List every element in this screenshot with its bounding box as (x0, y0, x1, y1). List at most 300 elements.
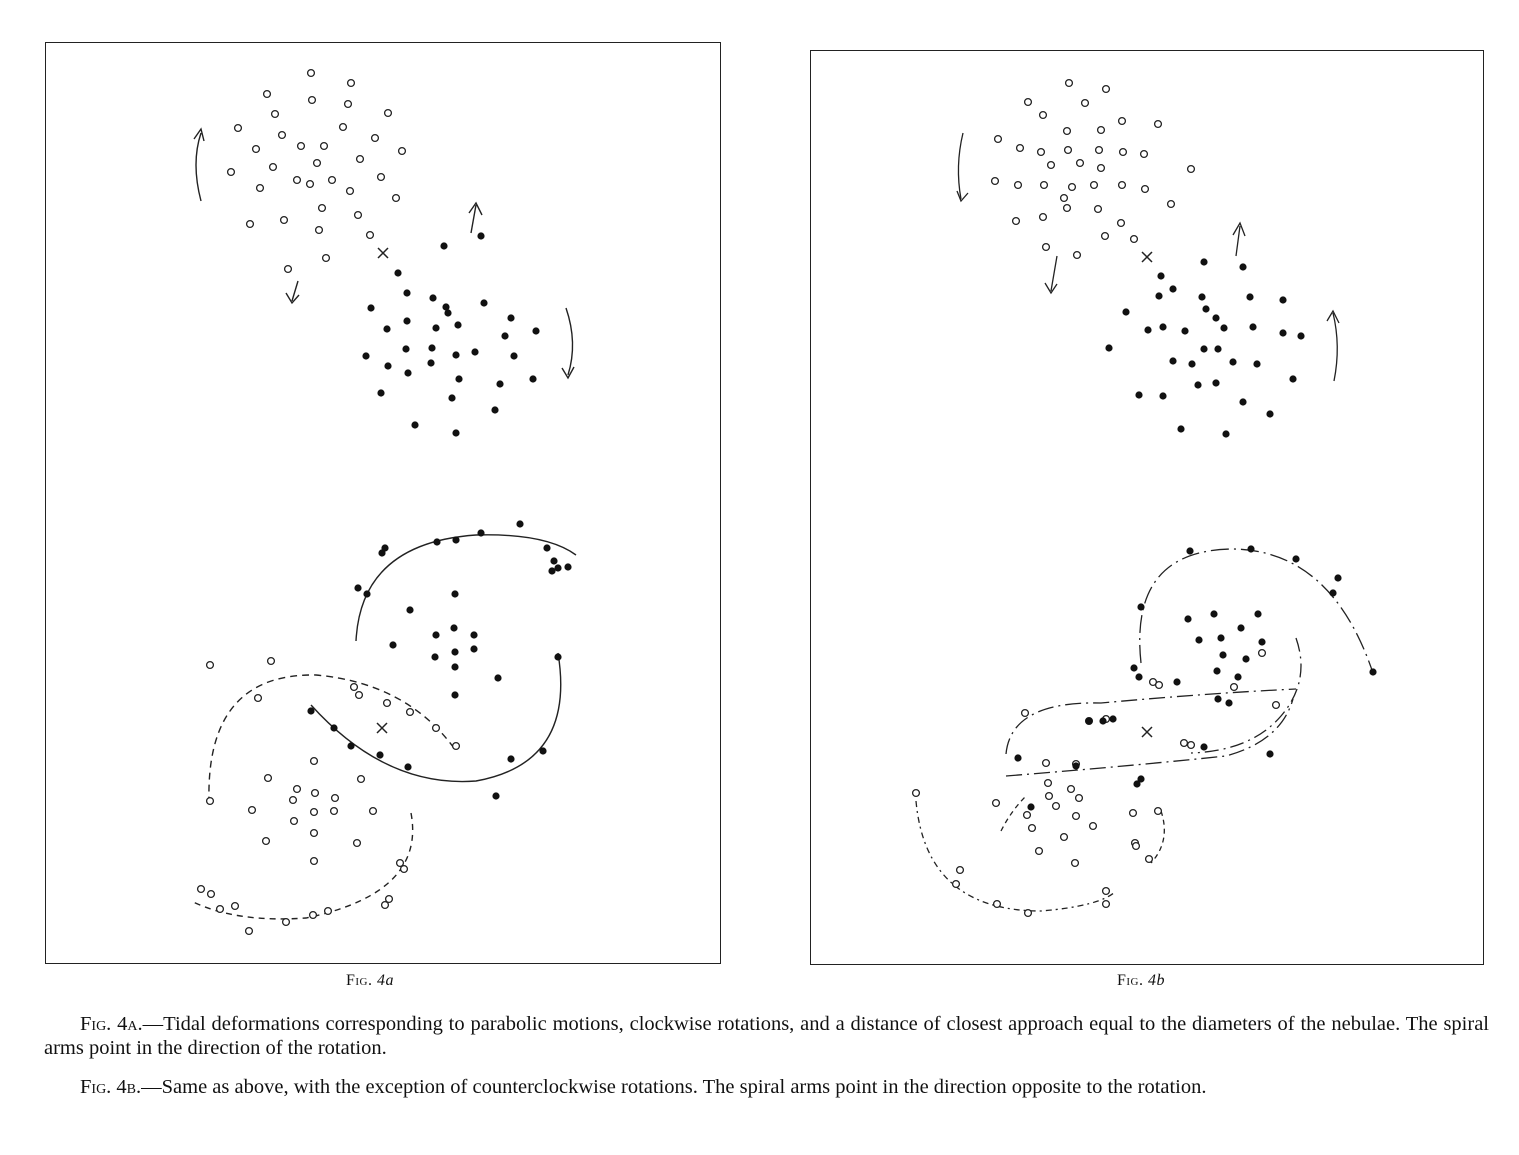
filled-star-mark (470, 631, 477, 638)
filled-star-mark (451, 648, 458, 655)
open-star-mark (1013, 218, 1020, 225)
filled-star-mark (1217, 634, 1224, 641)
filled-star-mark (480, 299, 487, 306)
open-star-mark (247, 221, 254, 228)
open-star-mark (323, 255, 330, 262)
filled-star-mark (431, 653, 438, 660)
open-star-mark (228, 169, 235, 176)
filled-star-mark (532, 327, 539, 334)
open-star-mark (1046, 793, 1053, 800)
open-star-mark (367, 232, 374, 239)
filled-star-mark (1027, 803, 1034, 810)
open-star-mark (370, 808, 377, 815)
caption-prefix: Fig. 4b. (80, 1076, 142, 1098)
open-star-mark (249, 807, 256, 814)
open-star-mark (1259, 650, 1266, 657)
open-star-mark (310, 912, 317, 919)
open-star-mark (1072, 860, 1079, 867)
filled-star-mark (548, 567, 555, 574)
figure-4a-diagram (46, 43, 722, 965)
filled-star-mark (1159, 323, 1166, 330)
filled-star-mark (1188, 360, 1195, 367)
open-star-mark (384, 700, 391, 707)
open-star-mark (1041, 182, 1048, 189)
open-star-mark (1133, 843, 1140, 850)
filled-star-mark (347, 742, 354, 749)
center-crosses (1142, 252, 1152, 737)
open-star-mark (1036, 848, 1043, 855)
filled-star-mark (363, 590, 370, 597)
open-star-mark (1064, 128, 1071, 135)
open-star-mark (1073, 813, 1080, 820)
open-star-mark (285, 266, 292, 273)
filled-star-mark (448, 394, 455, 401)
filled-star-mark (1137, 603, 1144, 610)
filled-star-mark (452, 351, 459, 358)
filled-star-mark (1155, 292, 1162, 299)
rotation-arrow-left-head (957, 191, 968, 201)
spiral-arm-open-right (1151, 811, 1164, 863)
filled-star-mark (452, 429, 459, 436)
filled-star-mark (1014, 754, 1021, 761)
figure-label-prefix: Fig. (1117, 972, 1144, 989)
open-star-mark (1141, 151, 1148, 158)
open-star-mark (217, 906, 224, 913)
filled-star-mark (1254, 610, 1261, 617)
open-star-mark (994, 901, 1001, 908)
filled-star-mark (1246, 293, 1253, 300)
rotation-arrow-right (566, 308, 573, 375)
open-star-mark (1273, 702, 1280, 709)
motion-arrow-up (1236, 226, 1240, 256)
filled-star-mark (444, 309, 451, 316)
filled-star-mark (564, 563, 571, 570)
filled-star-mark (494, 674, 501, 681)
filled-star-mark (394, 269, 401, 276)
open-star-mark (263, 838, 270, 845)
filled-circle-stars (1014, 258, 1376, 810)
spiral-arm-filled-lower (1191, 638, 1301, 753)
filled-star-mark (477, 529, 484, 536)
open-star-mark (1053, 803, 1060, 810)
open-star-mark (208, 891, 215, 898)
open-star-mark (1095, 206, 1102, 213)
filled-star-mark (1105, 344, 1112, 351)
filled-star-mark (1214, 695, 1221, 702)
filled-star-mark (550, 557, 557, 564)
filled-star-mark (1195, 636, 1202, 643)
open-star-mark (1076, 795, 1083, 802)
open-star-mark (1130, 810, 1137, 817)
filled-star-mark (402, 345, 409, 352)
open-star-mark (1045, 780, 1052, 787)
filled-star-mark (428, 344, 435, 351)
figure-4b-panel (810, 50, 1484, 965)
figure-label-number: 4a (377, 972, 395, 989)
spiral-arm-open-lower (1001, 796, 1026, 831)
open-star-mark (1118, 220, 1125, 227)
filled-circle-stars (307, 232, 571, 799)
filled-star-mark (1213, 667, 1220, 674)
open-star-mark (1102, 233, 1109, 240)
filled-star-mark (492, 792, 499, 799)
filled-star-mark (1169, 357, 1176, 364)
center-crosses (377, 248, 388, 733)
open-star-mark (1103, 901, 1110, 908)
open-star-mark (1048, 162, 1055, 169)
caption-text: —Same as above, with the exception of counterclockwise rotations. The spiral arms point in the direction opposite to the rotation. (141, 1076, 1207, 1098)
filled-star-mark (1220, 324, 1227, 331)
filled-star-mark (427, 359, 434, 366)
open-star-mark (1061, 195, 1068, 202)
filled-star-mark (1135, 673, 1142, 680)
open-star-mark (351, 684, 358, 691)
figure-label-number: 4b (1148, 972, 1166, 989)
filled-star-mark (470, 645, 477, 652)
filled-star-mark (1157, 272, 1164, 279)
open-star-mark (316, 227, 323, 234)
open-star-mark (290, 797, 297, 804)
filled-star-mark (440, 242, 447, 249)
open-star-mark (356, 692, 363, 699)
open-star-mark (1155, 808, 1162, 815)
open-star-mark (1064, 205, 1071, 212)
filled-star-mark (330, 724, 337, 731)
filled-star-mark (432, 324, 439, 331)
open-star-mark (311, 858, 318, 865)
open-star-mark (393, 195, 400, 202)
open-star-mark (270, 164, 277, 171)
center-of-mass-cross (377, 723, 387, 733)
open-star-mark (207, 662, 214, 669)
open-star-mark (1188, 166, 1195, 173)
spiral-arm-open-left (916, 801, 1116, 911)
filled-star-mark (1234, 673, 1241, 680)
filled-star-mark (1186, 547, 1193, 554)
open-star-mark (340, 124, 347, 131)
open-star-mark (1142, 186, 1149, 193)
open-star-mark (255, 695, 262, 702)
open-star-mark (298, 143, 305, 150)
open-star-mark (246, 928, 253, 935)
filled-star-mark (403, 317, 410, 324)
caption-text: —Tidal deformations corresponding to parabolic motions, clockwise rotations, and a distance of closest approach equal to the diameters of the nebulae. The spiral arms point in the direction of the rotation. (44, 1013, 1489, 1059)
filled-star-mark (529, 375, 536, 382)
filled-star-mark (1212, 314, 1219, 321)
open-star-mark (1090, 823, 1097, 830)
open-star-mark (1091, 182, 1098, 189)
filled-star-mark (429, 294, 436, 301)
open-star-mark (957, 867, 964, 874)
filled-star-mark (1279, 329, 1286, 336)
figure-4b-diagram (811, 51, 1485, 966)
filled-star-mark (354, 584, 361, 591)
open-star-mark (264, 91, 271, 98)
open-star-mark (1069, 184, 1076, 191)
filled-star-mark (1219, 651, 1226, 658)
open-star-mark (1181, 740, 1188, 747)
open-star-mark (1025, 910, 1032, 917)
filled-star-mark (404, 369, 411, 376)
open-star-mark (1168, 201, 1175, 208)
open-star-mark (433, 725, 440, 732)
open-star-mark (372, 135, 379, 142)
filled-star-mark (510, 352, 517, 359)
filled-star-mark (1212, 379, 1219, 386)
filled-star-mark (471, 348, 478, 355)
filled-star-mark (1258, 638, 1265, 645)
spiral-arm-filled-lower (311, 653, 561, 782)
filled-star-mark (1266, 410, 1273, 417)
figure-4b-caption (44, 1075, 1489, 1099)
filled-star-mark (1249, 323, 1256, 330)
filled-star-mark (451, 663, 458, 670)
filled-star-mark (1242, 655, 1249, 662)
open-star-mark (1040, 112, 1047, 119)
open-star-mark (319, 205, 326, 212)
open-star-mark (314, 160, 321, 167)
filled-star-mark (1109, 715, 1116, 722)
filled-star-mark (539, 747, 546, 754)
filled-star-mark (1279, 296, 1286, 303)
rotation-arrow-right-head (1327, 311, 1339, 323)
filled-star-mark (433, 538, 440, 545)
filled-star-mark (507, 314, 514, 321)
open-star-mark (1077, 160, 1084, 167)
filled-star-mark (367, 304, 374, 311)
open-circle-stars (913, 80, 1280, 917)
open-star-mark (1156, 682, 1163, 689)
open-star-mark (265, 775, 272, 782)
open-star-mark (321, 143, 328, 150)
filled-star-mark (383, 325, 390, 332)
filled-star-mark (411, 421, 418, 428)
open-star-mark (311, 830, 318, 837)
filled-star-mark (1122, 308, 1129, 315)
open-star-mark (953, 881, 960, 888)
rotation-arrow-right-head (562, 367, 574, 378)
open-star-mark (253, 146, 260, 153)
open-star-mark (357, 156, 364, 163)
open-star-mark (1131, 236, 1138, 243)
open-star-mark (1061, 834, 1068, 841)
figure-4a-label (346, 972, 394, 990)
filled-star-mark (1173, 678, 1180, 685)
rotation-arrow-left (958, 133, 963, 199)
open-star-mark (232, 903, 239, 910)
open-star-mark (309, 97, 316, 104)
rotation-arrow-left (196, 133, 201, 201)
open-star-mark (407, 709, 414, 716)
filled-star-mark (1177, 425, 1184, 432)
open-star-mark (348, 80, 355, 87)
open-star-mark (1119, 118, 1126, 125)
filled-star-mark (1239, 398, 1246, 405)
filled-star-mark (451, 691, 458, 698)
filled-star-mark (1222, 430, 1229, 437)
open-star-mark (325, 908, 332, 915)
filled-star-mark (454, 321, 461, 328)
open-star-mark (1146, 856, 1153, 863)
open-star-mark (1082, 100, 1089, 107)
open-star-mark (1065, 147, 1072, 154)
open-star-mark (1015, 182, 1022, 189)
center-of-mass-cross (378, 248, 388, 258)
open-star-mark (399, 148, 406, 155)
filled-star-mark (1210, 610, 1217, 617)
filled-star-mark (1329, 589, 1336, 596)
open-star-mark (1024, 812, 1031, 819)
filled-star-mark (1292, 555, 1299, 562)
filled-star-mark (406, 606, 413, 613)
filled-star-mark (554, 653, 561, 660)
open-star-mark (207, 798, 214, 805)
filled-star-mark (307, 707, 314, 714)
open-star-mark (1043, 760, 1050, 767)
spiral-arm-open-upper (209, 675, 454, 801)
open-star-mark (198, 886, 205, 893)
open-star-mark (329, 177, 336, 184)
filled-star-mark (1237, 624, 1244, 631)
filled-star-mark (404, 763, 411, 770)
open-star-mark (1096, 147, 1103, 154)
open-star-mark (1119, 182, 1126, 189)
open-star-mark (332, 795, 339, 802)
open-star-mark (283, 919, 290, 926)
figure-4a-panel (45, 42, 721, 964)
open-star-mark (1029, 825, 1036, 832)
open-star-mark (1155, 121, 1162, 128)
filled-star-mark (1214, 345, 1221, 352)
filled-star-mark (516, 520, 523, 527)
filled-star-mark (1202, 305, 1209, 312)
filled-star-mark (376, 751, 383, 758)
open-star-mark (294, 177, 301, 184)
bar-upper (1006, 689, 1296, 754)
open-star-mark (1188, 742, 1195, 749)
filled-star-mark (1229, 358, 1236, 365)
caption-prefix: Fig. 4a. (80, 1013, 143, 1035)
open-star-mark (1017, 145, 1024, 152)
open-star-mark (913, 790, 920, 797)
open-star-mark (294, 786, 301, 793)
filled-star-mark (1239, 263, 1246, 270)
filled-star-mark (1130, 664, 1137, 671)
open-star-mark (272, 111, 279, 118)
filled-star-mark (1169, 285, 1176, 292)
filled-star-mark (1133, 780, 1140, 787)
figure-4b-label (1117, 972, 1165, 990)
open-star-mark (347, 188, 354, 195)
open-star-mark (312, 790, 319, 797)
open-star-mark (279, 132, 286, 139)
filled-star-mark (1135, 391, 1142, 398)
open-star-mark (355, 212, 362, 219)
open-star-mark (291, 818, 298, 825)
open-star-mark (1098, 165, 1105, 172)
open-star-mark (358, 776, 365, 783)
open-star-mark (1120, 149, 1127, 156)
open-star-mark (1025, 99, 1032, 106)
open-star-mark (281, 217, 288, 224)
open-star-mark (1103, 86, 1110, 93)
filled-star-mark (1289, 375, 1296, 382)
filled-star-mark (1334, 574, 1341, 581)
open-star-mark (1043, 244, 1050, 251)
filled-star-mark (1369, 668, 1376, 675)
filled-star-mark (362, 352, 369, 359)
spiral-arm-open-lower (191, 813, 413, 919)
open-star-mark (385, 110, 392, 117)
filled-star-mark (1200, 743, 1207, 750)
open-star-mark (268, 658, 275, 665)
filled-star-mark (1200, 345, 1207, 352)
center-of-mass-cross (1142, 252, 1152, 262)
open-star-mark (995, 136, 1002, 143)
open-star-mark (308, 70, 315, 77)
open-star-mark (1066, 80, 1073, 87)
rotation-arrow-right (1333, 313, 1337, 381)
open-star-mark (311, 758, 318, 765)
figure-label-prefix: Fig. (346, 972, 373, 989)
filled-star-mark (1072, 762, 1079, 769)
open-star-mark (993, 800, 1000, 807)
open-star-mark (382, 902, 389, 909)
filled-star-mark (507, 755, 514, 762)
filled-star-mark (501, 332, 508, 339)
filled-star-mark (1297, 332, 1304, 339)
filled-star-mark (496, 380, 503, 387)
open-star-mark (1103, 888, 1110, 895)
open-star-mark (1068, 786, 1075, 793)
open-star-mark (345, 101, 352, 108)
filled-star-mark (377, 389, 384, 396)
open-circle-stars (198, 70, 460, 935)
filled-star-mark (1099, 717, 1106, 724)
open-star-mark (1022, 710, 1029, 717)
filled-star-mark (491, 406, 498, 413)
open-star-mark (401, 866, 408, 873)
open-star-mark (257, 185, 264, 192)
filled-star-mark (403, 289, 410, 296)
open-star-mark (453, 743, 460, 750)
open-star-mark (354, 840, 361, 847)
open-star-mark (1040, 214, 1047, 221)
open-star-mark (378, 174, 385, 181)
open-star-mark (235, 125, 242, 132)
filled-star-mark (1266, 750, 1273, 757)
center-of-mass-cross (1142, 727, 1152, 737)
spiral-arm-filled-upper (356, 535, 576, 641)
filled-star-mark (1085, 717, 1092, 724)
filled-star-mark (381, 544, 388, 551)
open-star-mark (1231, 684, 1238, 691)
filled-star-mark (450, 624, 457, 631)
filled-star-mark (1247, 545, 1254, 552)
filled-star-mark (1225, 699, 1232, 706)
filled-star-mark (384, 362, 391, 369)
filled-star-mark (1200, 258, 1207, 265)
filled-star-mark (1253, 360, 1260, 367)
open-star-mark (307, 181, 314, 188)
filled-star-mark (1181, 327, 1188, 334)
filled-star-mark (1184, 615, 1191, 622)
filled-star-mark (432, 631, 439, 638)
filled-star-mark (389, 641, 396, 648)
open-star-mark (331, 808, 338, 815)
filled-star-mark (1144, 326, 1151, 333)
filled-star-mark (1194, 381, 1201, 388)
